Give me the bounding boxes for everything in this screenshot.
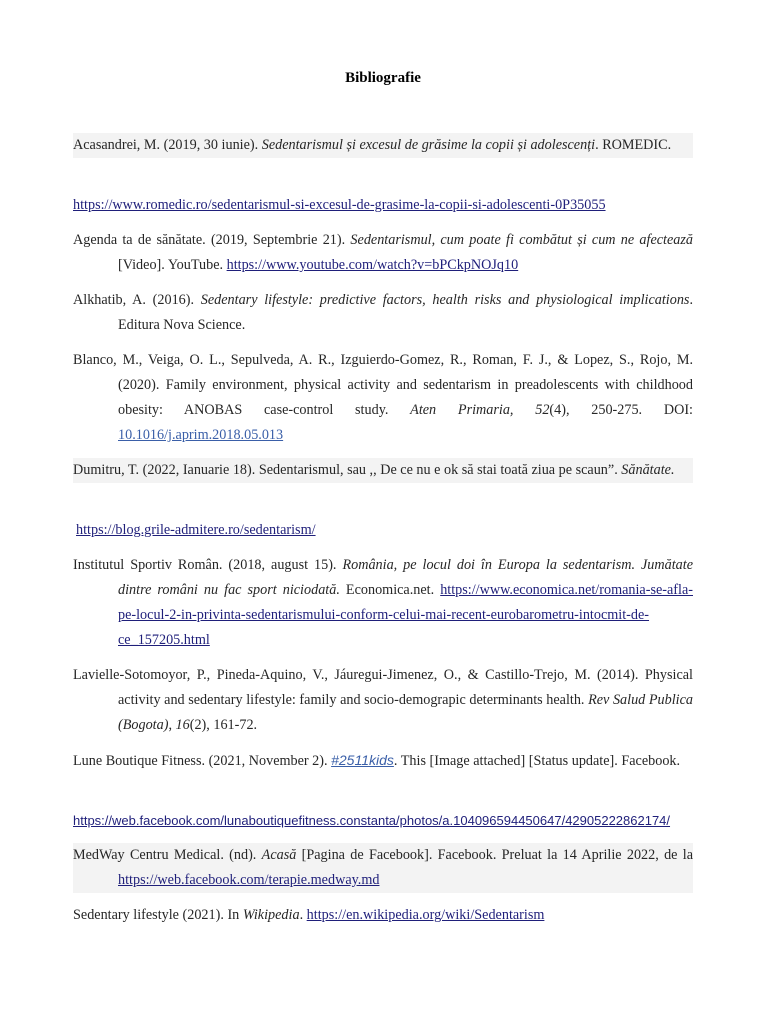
- hashtag-link[interactable]: #2511kids: [331, 752, 394, 768]
- bibliography-url-line: [73, 518, 693, 543]
- bibliography-entry: MedWay Centru Medical. (nd). Acasă [Pagina de Facebook]. Facebook. Preluat la 14 Aprilie 2022, de la https://web.facebook.com/terapie.medway.md: [73, 843, 693, 893]
- bibliography-entry: Agenda ta de sănătate. (2019, Septembrie 21). Sedentarismul, cum poate fi combătut și cum ne afectează [Video]. YouTube. https://www.youtube.com/watch?v=bPCkpNOJq10: [73, 232, 694, 273]
- reference-link[interactable]: https://web.facebook.com/terapie.medway.md: [118, 872, 380, 888]
- doi-link[interactable]: 10.1016/j.aprim.2018.05.013: [118, 427, 284, 443]
- reference-link[interactable]: https://www.romedic.ro/sedentarismul-si-excesul-de-grasime-la-copii-si-adolescenti-0P35055: [73, 197, 606, 213]
- bibliography-entry: Acasandrei, M. (2019, 30 iunie). Sedentarismul și excesul de grăsime la copii și adolescenți. ROMEDIC.: [73, 133, 693, 158]
- reference-link[interactable]: https://www.youtube.com/watch?v=bPCkpNOJq10: [226, 257, 519, 273]
- bibliography-entry: Alkhatib, A. (2016). Sedentary lifestyle: predictive factors, health risks and physiological implications. Editura Nova Science.: [73, 292, 693, 333]
- bibliography-entry: Institutul Sportiv Român. (2018, august 15). România, pe locul doi în Europa la sedentarism. Jumătate dintre români nu fac sport niciodată. Economica.net. https://www.economica.net/romania-se-afla-pe-locul-2-in-privinta-sedentarismului-conform-celui-mai-recent-eurobarometru-intocmit-de-ce_157205.html: [73, 557, 693, 648]
- bibliography-entry: Lavielle-Sotomoyor, P., Pineda-Aquino, V., Jáuregui-Jimenez, O., & Castillo-Trejo, M. (2014). Physical activity and sedentary lifestyle: family and socio-demograpic determinants health. Rev Salud Publica (Bogota), 16(2), 161-72.: [73, 667, 693, 733]
- reference-link[interactable]: https://blog.grile-admitere.ro/sedentarism/: [76, 522, 316, 538]
- bibliography-entry: Sedentary lifestyle (2021). In Wikipedia. https://en.wikipedia.org/wiki/Sedentarism: [73, 907, 545, 923]
- reference-link[interactable]: https://web.facebook.com/lunaboutiquefitness.constanta/photos/a.104096594450647/42905222862174/: [73, 813, 671, 828]
- bibliography-url-line: [73, 193, 693, 218]
- reference-link[interactable]: https://www.economica.net/romania-se-afla-pe-locul-2-in-privinta-sedentarismului-conform-celui-mai-recent-eurobarometru-intocmit-de-ce_157205.html: [118, 582, 693, 648]
- bibliography-entry: Blanco, M., Veiga, O. L., Sepulveda, A. R., Izguierdo-Gomez, R., Roman, F. J., & Lopez, S., Rojo, M. (2020). Family environment, physical activity and sedentarism in preadolescents with childhood obesity: ANOBAS case-control study. Aten Primaria, 52(4), 250-275. DOI: 10.1016/j.aprim.2018.05.013: [73, 352, 693, 443]
- reference-link[interactable]: https://en.wikipedia.org/wiki/Sedentarism: [306, 907, 545, 923]
- bibliography-url-line: [73, 808, 693, 834]
- bibliography-entry: Dumitru, T. (2022, Ianuarie 18). Sedentarismul, sau ,, De ce nu e ok să stai toată ziua pe scaun”. Sănătate.: [73, 458, 693, 483]
- page-title: Bibliografie: [345, 70, 421, 86]
- bibliography-entry: Lune Boutique Fitness. (2021, November 2). #2511kids. This [Image attached] [Status update]. Facebook.: [73, 752, 681, 769]
